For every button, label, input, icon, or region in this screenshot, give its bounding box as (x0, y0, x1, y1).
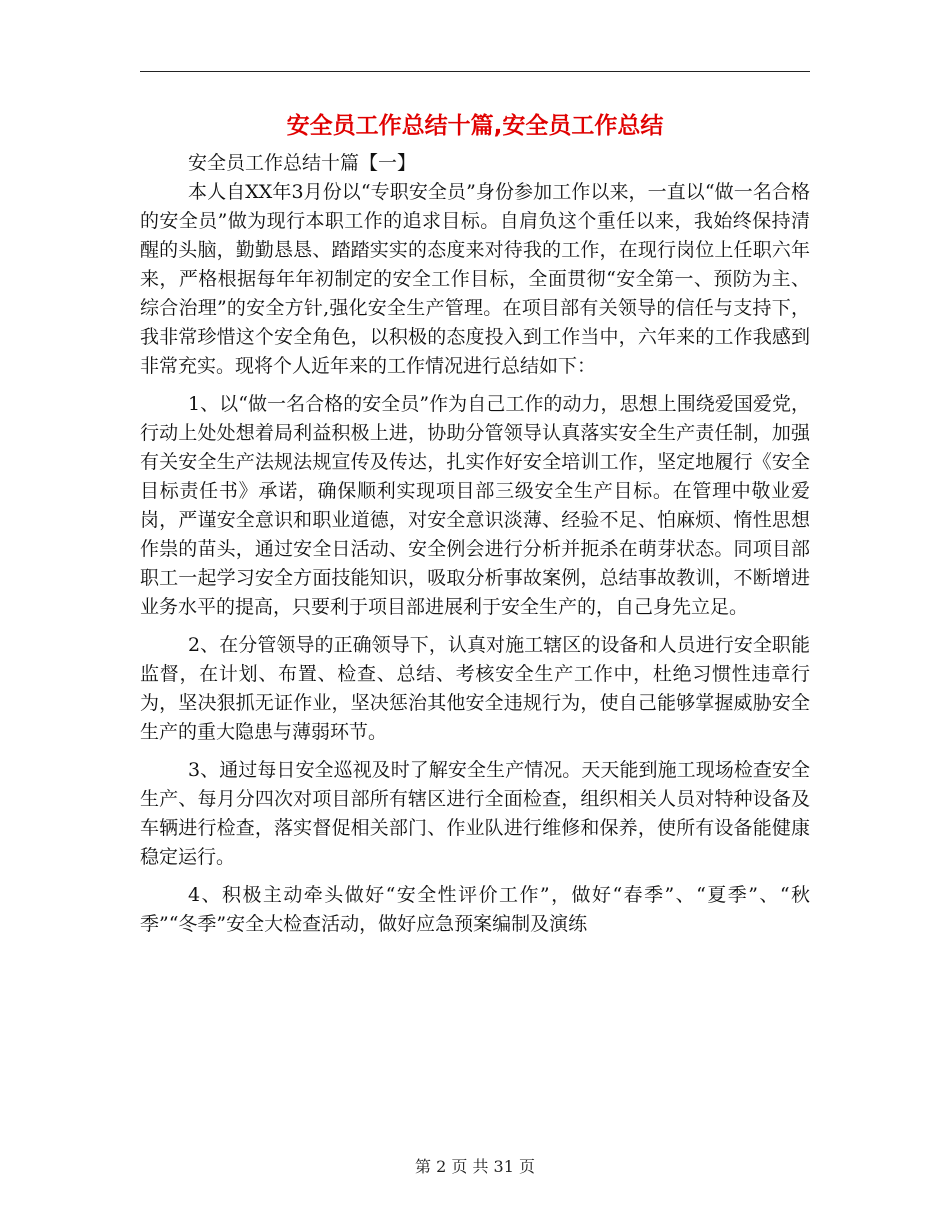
paragraph-item-4: 4、积极主动牵头做好“安全性评价工作”，做好“春季”、“夏季”、“秋季”“冬季”安全大检查活动，做好应急预案编制及演练 (140, 884, 810, 935)
paragraph-item-1: 1、以“做一名合格的安全员”作为自己工作的动力，思想上围绕爱国爱党，行动上处处想着局利益积极上进，协助分管领导认真落实安全生产责任制，加强有关安全生产法规法规宣传及传达，扎实作好安全培训工作，坚定地履行《安全目标责任书》承诺，确保顺利实现项目部三级安全生产目标。在管理中敬业爱岗，严谨安全意识和职业道德，对安全意识淡薄、经验不足、怕麻烦、惰性思想作祟的苗头，通过安全日活动、安全例会进行分析并扼杀在萌芽状态。同项目部职工一起学习安全方面技能知识，吸取分析事故案例，总结事故教训，不断增进业务水平的提高，只要利于项目部进展利于安全生产的，自己身先立足。 (140, 393, 810, 618)
document-body (140, 149, 810, 939)
header-rule (140, 71, 810, 72)
paragraph-item-2: 2、在分管领导的正确领导下，认真对施工辖区的设备和人员进行安全职能监督，在计划、布置、检查、总结、考核安全生产工作中，杜绝习惯性违章行为，坚决狠抓无证作业，坚决惩治其他安全违规行为，使自己能够掌握威胁安全生产的重大隐患与薄弱环节。 (140, 634, 810, 743)
section-heading: 安全员工作总结十篇【一】 (188, 152, 417, 174)
page-number-footer: 第 2 页 共 31 页 (415, 1157, 535, 1176)
paragraph-intro: 本人自XX年3月份以“专职安全员”身份参加工作以来，一直以“做一名合格的安全员”做为现行本职工作的追求目标。自肩负这个重任以来，我始终保持清醒的头脑，勤勤恳恳、踏踏实实的态度来对待我的工作，在现行岗位上任职六年来，严格根据每年年初制定的安全工作目标，全面贯彻“安全第一、预防为主、综合治理”的安全方针,强化安全生产管理。在项目部有关领导的信任与支持下，我非常珍惜这个安全角色，以积极的态度投入到工作当中，六年来的工作我感到非常充实。现将个人近年来的工作情况进行总结如下： (140, 181, 810, 377)
paragraph-item-3: 3、通过每日安全巡视及时了解安全生产情况。天天能到施工现场检查安全生产、每月分四次对项目部所有辖区进行全面检查，组织相关人员对特种设备及车辆进行检查，落实督促相关部门、作业队进行维修和保养，使所有设备能健康稳定运行。 (140, 759, 810, 868)
document-title: 安全员工作总结十篇,安全员工作总结 (286, 113, 664, 139)
